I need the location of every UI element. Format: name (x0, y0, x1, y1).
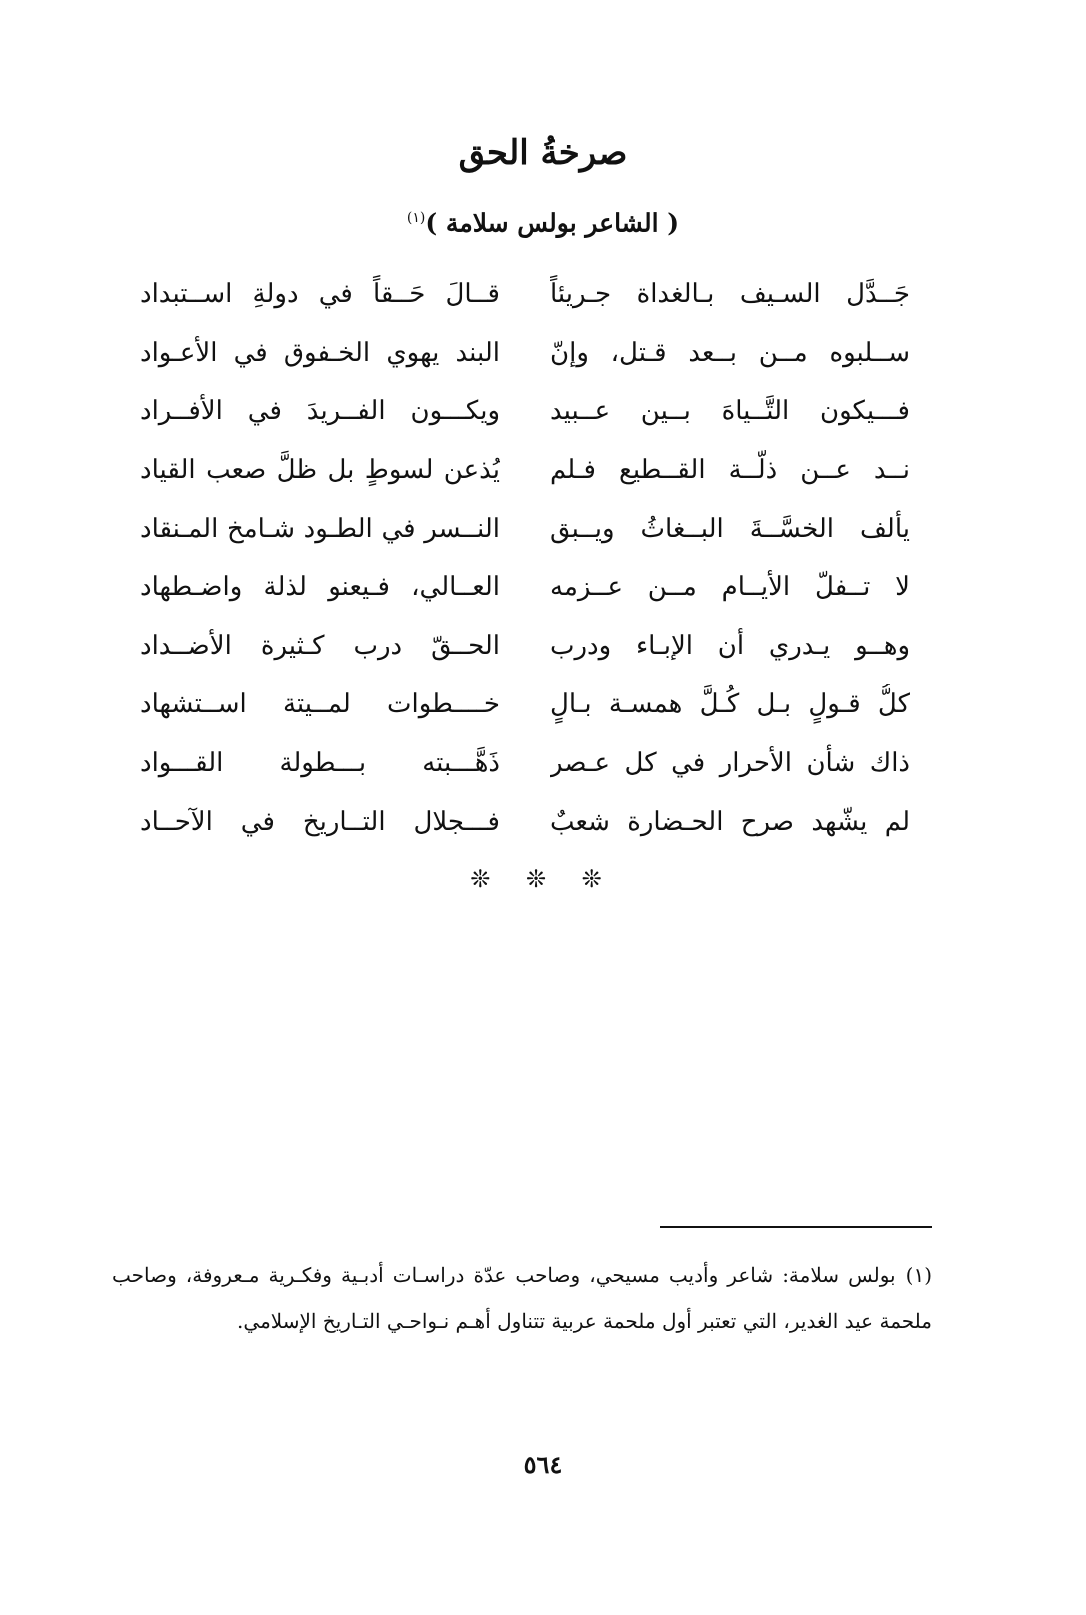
footnote-marker: (١) (905, 1263, 932, 1287)
verse-second-hemistich: ذَهَّـــبته بـــطولة القـــواد (140, 748, 500, 779)
verse-first-hemistich: جَــدَّل السـيف بـالغداة جـريئاً (550, 279, 910, 310)
verse-second-hemistich: يُذعن لسوطٍ بل ظلَّ صعب القياد (140, 455, 500, 486)
poem-verse (140, 675, 910, 734)
poem-subtitle (0, 198, 1086, 243)
poem-verse (140, 382, 910, 441)
verse-first-hemistich: نــد عــن ذلّــة القــطيع فـلم (550, 455, 910, 486)
footnote (112, 1252, 932, 1344)
poem-verse (140, 558, 910, 617)
verse-second-hemistich: ويكـــون الفــريدَ في الأفــراد (140, 396, 500, 427)
verse-first-hemistich: ذاك شأن الأحرار في كل عـصر (550, 748, 910, 779)
poem-verse (140, 792, 910, 851)
verse-first-hemistich: لم يشّهد صرح الحـضارة شعبٌ (550, 806, 910, 837)
page-title: صرخةُ الحق (458, 133, 628, 173)
verse-second-hemistich: قــالَ حَــقاً في دولةِ اســتبداد (140, 279, 500, 310)
verse-first-hemistich: لا تــفلّ الأيــام مــن عــزمه (550, 572, 910, 603)
footnote-reference: (١) (406, 210, 426, 226)
footnote-divider (660, 1226, 932, 1228)
verse-first-hemistich: كلُّ قـولٍ بـل كُـلَّ همسـة بـالٍ (550, 689, 910, 720)
poem-verse (140, 441, 910, 500)
poem-verse (140, 324, 910, 383)
poem-verse (140, 617, 910, 676)
poem-body (140, 265, 910, 851)
verse-second-hemistich: الحــقّ درب كـثيرة الأضــداد (140, 630, 500, 661)
verse-first-hemistich: فـــيكون التَّــياهَ بــين عــبيد (550, 396, 910, 427)
verse-second-hemistich: فـــجلال التــاريخ في الآحــاد (140, 806, 500, 837)
verse-first-hemistich: وهــو يـدري أن الإبـاء ودرب (550, 630, 910, 661)
poem-verse (140, 265, 910, 324)
verse-second-hemistich: البند يهوي الخـفوق في الأعـواد (140, 337, 500, 368)
verse-first-hemistich: ســلبوه مــن بــعد قـتل، وإنّ (550, 337, 910, 368)
section-separator: ❊ ❊ ❊ (470, 865, 616, 893)
poet-name: ( الشاعر بولس سلامة ) (425, 208, 680, 238)
verse-second-hemistich: النــسر في الطـود شـامخ المـنقاد (140, 513, 500, 544)
poem-verse (140, 499, 910, 558)
footnote-text: بولس سلامة: شاعر وأديب مسيحي، وصاحب عدّة دراسـات أدبـية وفكـرية مـعروفة، وصاحب ملحمة عيد الغدير، التي تعتبر أول ملحمة عربية تتناول أهـم نـواحـي التـاريخ الإسلامي. (112, 1263, 932, 1333)
verse-first-hemistich: يألف الخسَّــةَ البــغاثُ ويــبق (550, 513, 910, 544)
verse-second-hemistich: العــالي، فـيعنو لذلة واضـطهاد (140, 572, 500, 603)
poem-verse (140, 734, 910, 793)
page-number: ٥٦٤ (523, 1450, 563, 1479)
verse-second-hemistich: خــــطوات لمــيتة اســتشهاد (140, 689, 500, 720)
